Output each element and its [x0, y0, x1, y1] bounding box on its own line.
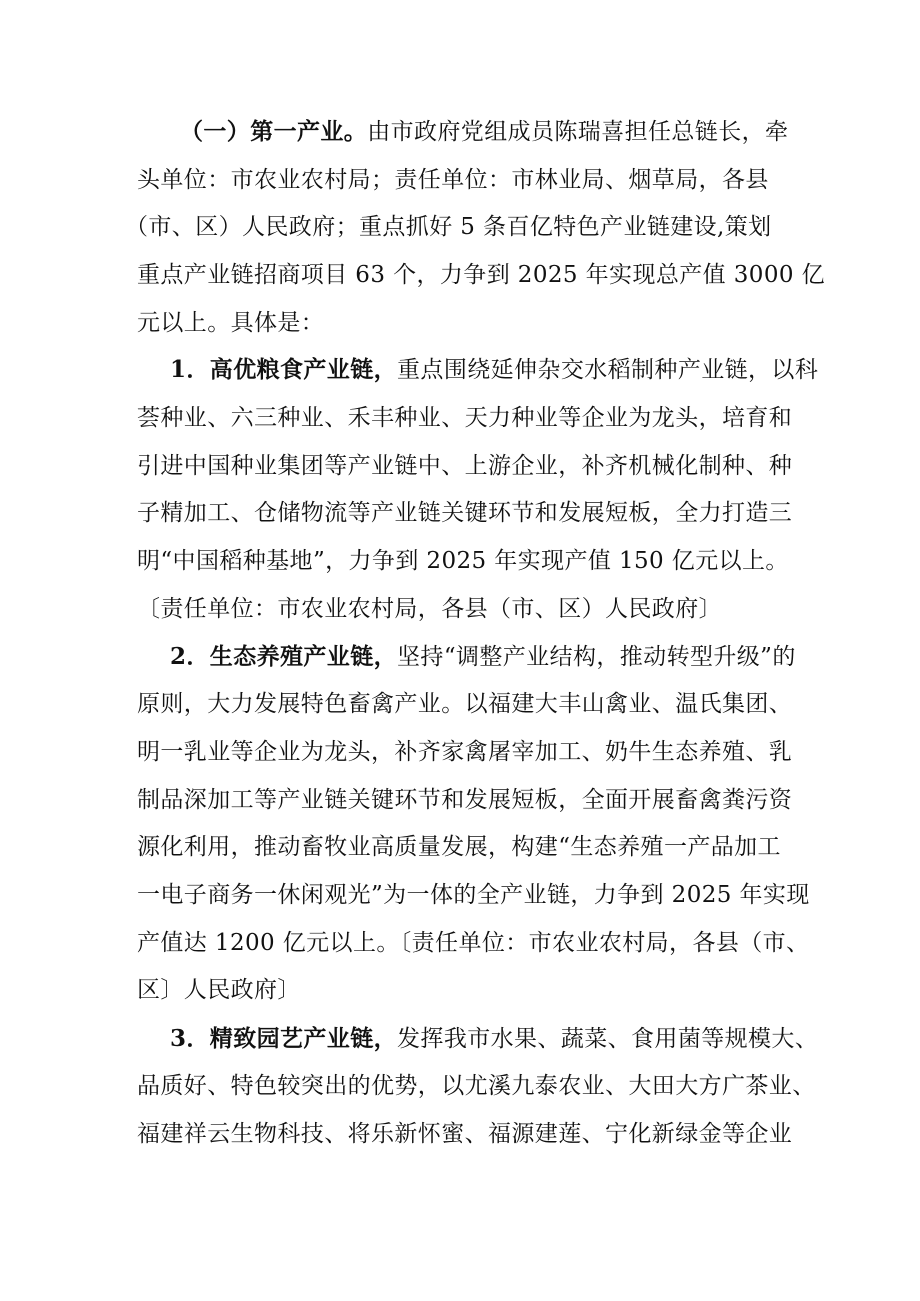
- paragraph-line: [180, 118, 788, 146]
- paragraph-line: 〔责任单位：市农业农村局，各县（市、区）人民政府〕: [137, 596, 722, 622]
- paragraph-line: 重点产业链招商项目 63 个，力争到 2025 年实现总产值 3000 亿: [137, 262, 825, 288]
- paragraph-line: 引进中国种业集团等产业链中、上游企业，补齐机械化制种、种: [137, 453, 793, 479]
- paragraph-line: 源化利用，推动畜牧业高质量发展，构建“生态养殖一产品加工: [137, 834, 781, 860]
- paragraph-line: 子精加工、仓储物流等产业链关键环节和发展短板，全力打造三: [137, 500, 793, 526]
- body-text: 重点围绕延伸杂交水稻制种产业链，以科: [397, 357, 819, 383]
- section-heading: （一）第一产业。: [180, 118, 368, 145]
- body-text: 发挥我市水果、蔬菜、食用菌等规模大、: [397, 1026, 819, 1052]
- paragraph-line: [170, 643, 796, 671]
- section-heading: 2．生态养殖产业链，: [170, 643, 398, 670]
- paragraph-line: [170, 1025, 818, 1053]
- paragraph-line: 一电子商务一休闲观光”为一体的全产业链，力争到 2025 年实现: [137, 882, 810, 908]
- body-text: 由市政府党组成员陈瑞喜担任总链长，牵: [367, 119, 789, 145]
- paragraph-line: 品质好、特色较突出的优势，以尤溪九泰农业、大田大方广茶业、: [137, 1073, 816, 1099]
- paragraph-line: 明“中国稻种基地”，力争到 2025 年实现产值 150 亿元以上。: [137, 548, 789, 574]
- paragraph-line: 荟种业、六三种业、禾丰种业、天力种业等企业为龙头，培育和: [137, 405, 793, 431]
- paragraph-line: 制品深加工等产业链关键环节和发展短板，全面开展畜禽粪污资: [137, 787, 793, 813]
- paragraph-line: 明一乳业等企业为龙头，补齐家禽屠宰加工、奶牛生态养殖、乳: [137, 739, 793, 765]
- section-heading: 1．高优粮食产业链，: [170, 356, 398, 383]
- paragraph-line: 区〕人民政府〕: [137, 977, 301, 1003]
- paragraph-line: 头单位：市农业农村局；责任单位：市林业局、烟草局，各县: [137, 167, 769, 193]
- paragraph-line: 原则，大力发展特色畜禽产业。以福建大丰山禽业、温氏集团、: [137, 691, 793, 717]
- section-heading: 3．精致园艺产业链，: [170, 1025, 398, 1052]
- body-text: 坚持“调整产业结构，推动转型升级”的: [397, 644, 796, 670]
- paragraph-line: [170, 356, 818, 384]
- paragraph-line: 福建祥云生物科技、将乐新怀蜜、福源建莲、宁化新绿金等企业: [137, 1121, 793, 1147]
- paragraph-line: （市、区）人民政府；重点抓好 5 条百亿特色产业链建设,策划: [125, 214, 772, 240]
- paragraph-line: 元以上。具体是：: [137, 310, 325, 336]
- paragraph-line: 产值达 1200 亿元以上。〔责任单位：市农业农村局，各县（市、: [137, 930, 810, 956]
